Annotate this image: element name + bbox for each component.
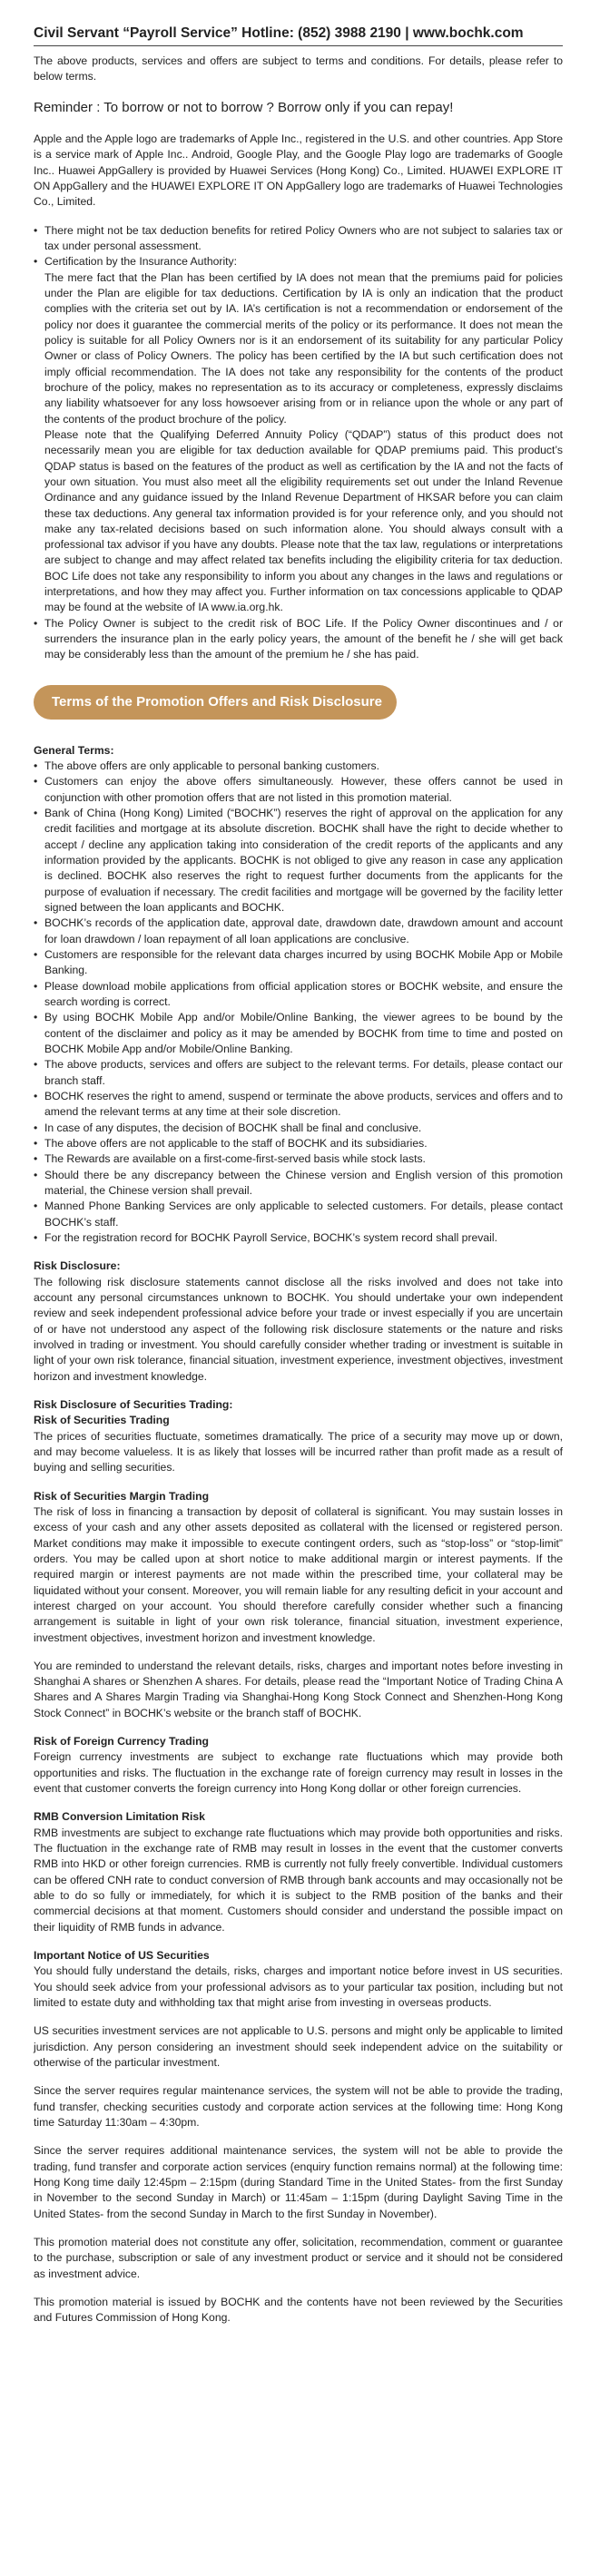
certification-title: • Certification by the Insurance Authority: [44,255,238,269]
section-banner: Terms of the Promotion Offers and Risk Disclosure [34,685,397,720]
risk-disclosure-title: Risk Disclosure: [34,1259,121,1273]
maintenance-notice-1: Since the server requires regular maintenance services, the system will not be able to provide the trading, fund transfer, checking securities custody and corporate action services at the following time: Hong Kong time Saturday 11:30am – 4:30pm. [34,2084,563,2130]
list-item: • BOCHK reserves the right to amend, suspend or terminate the above products, services and offers and to amend the relevant terms at any time at their sole discretion. [34,1089,563,1121]
list-item: • The above offers are not applicable to the staff of BOCHK and its subsidiaries. [34,1136,563,1151]
us-body-2: US securities investment services are not applicable to U.S. persons and might only be applicable to limited jurisdiction. Any person considering an investment should seek independent advice on the suitability or otherwise of the particular investment. [34,2024,563,2070]
fx-title: Risk of Foreign Currency Trading [34,1735,209,1748]
divider [34,45,563,46]
rmb-body: RMB investments are subject to exchange rate fluctuations which may provide both opportunities and risks. The fluctuation in the exchange rate of RMB may result in losses in the event that the customer converts RMB into HKD or other foreign currencies. RMB is currently not fully freely convertible. Individual customers can be offered CNH rate to conduct conversion of RMB through bank accounts and may occasionally not be able to do so fully or immediately, for which it is subject to the RMB position of the banks and their commercial decisions at that moment. Customers should consider and understand the possible impact on their liquidity of RMB funds in advance. [34,1826,563,1934]
general-terms-title: General Terms: [34,743,114,757]
terms-notice: The above products, services and offers are subject to terms and conditions. For details, please refer to below terms. [34,54,563,83]
policy-bullets [34,223,563,663]
margin-body-2: You are reminded to understand the relevant details, risks, charges and important notes before investing in Shanghai A shares or Shenzhen A shares. For details, please read the “Important Notice of Trading China A Shares and A Shares Margin Trading via Shanghai-Hong Kong Stock Connect and Shenzhen-Hong Kong Stock Connect” in BOCHK’s website or the branch staff of BOCHK. [34,1659,563,1719]
securities-subtitle: Risk of Securities Trading [34,1414,170,1427]
qdap-body: Please note that the Qualifying Deferred Annuity Policy (“QDAP”) status of this product does not necessarily mean you are eligible for tax deduction available for QDAP premiums paid. This product’s QDAP status is based on the features of the product as well as certification by the IA and not the facts of your own situation. You must also meet all the eligibility requirements set out under the Inland Revenue Ordinance and any guidance issued by the Inland Revenue Department of HKSAR before you can claim these tax deductions. Any general tax information provided is for your reference only, and you should not make any tax-related decisions based on such information alone. You should always consult with a professional tax advisor if you have any doubts. Please note that the tax law, regulations or interpretations are subject to change and may affect related tax benefits including the eligibility criteria for tax deduction. BOC Life does not take any responsibility to inform you about any changes in the laws and regulations or interpretations, and how they may affect you. Further information on tax concessions applicable to QDAP may be found at the website of IA www.ia.org.hk. [44,427,563,614]
fx-body: Foreign currency investments are subject to exchange rate fluctuations which may provide both opportunities and risks. The fluctuation in the exchange rate of foreign currency may result in losses in the event that customer converts the foreign currency into Hong Kong dollar or other foreign currencies. [34,1750,563,1796]
list-item: • Manned Phone Banking Services are only applicable to selected customers. For details, please contact BOCHK’s staff. [34,1199,563,1230]
hotline-heading: Civil Servant “Payroll Service” Hotline: (852) 3988 2190 | www.bochk.com [34,25,524,41]
list-item: • Customers are responsible for the relevant data charges incurred by using BOCHK Mobile App or Mobile Banking. [34,947,563,979]
list-item: • Bank of China (Hong Kong) Limited (“BOCHK”) reserves the right of approval on the application for any credit facilities and mortgage at its absolute discretion. BOCHK shall have the right to decide whether to accept / decline any application taking into consideration of the credit reports of the applicants and any information provided by the applicants. BOCHK is not obliged to give any reason in case any application is declined. BOCHK also reserves the right to request further documents from the applicants for the purpose of evaluation if necessary. The credit facilities and mortgage will be governed by the facility letter signed between the loan applicants and BOCHK. [34,806,563,916]
list-item: • Customers can enjoy the above offers simultaneously. However, these offers cannot be used in conjunction with other promotion offers that are not listed in this promotion material. [34,774,563,806]
trademarks-notice: Apple and the Apple logo are trademarks of Apple Inc., registered in the U.S. and other countries. App Store is a service mark of Apple Inc.. Android, Google Play, and the Google Play logo are trademarks of Google Inc.. Huawei AppGallery is provided by Huawei Services (Hong Kong) Co., Limited. HUAWEI EXPLORE IT ON AppGallery and the HUAWEI EXPLORE IT ON AppGallery logo are trademarks of Huawei Technologies Co., Limited. [34,132,563,209]
list-item: • Should there be any discrepancy between the Chinese version and English version of this promotion material, the Chinese version shall prevail. [34,1168,563,1200]
borrow-reminder: Reminder : To borrow or not to borrow ? Borrow only if you can repay! [34,99,454,115]
closing-disclaimer: This promotion material does not constitute any offer, solicitation, recommendation, comment or guarantee to the purchase, subscription or sale of any investment product or service and it should not be considered as investment advice. [34,2236,563,2280]
margin-title: Risk of Securities Margin Trading [34,1489,210,1503]
list-item: • By using BOCHK Mobile App and/or Mobile/Online Banking, the viewer agrees to be bound by the content of the disclaimer and policy as it may be amended by BOCHK from time to time and posted on BOCHK Mobile App and/or Mobile/Online Banking. [34,1010,563,1057]
securities-body: The prices of securities fluctuate, sometimes dramatically. The price of a security may move up or down, and may become valueless. It is as likely that losses will be incurred rather than profit made as a result of buying and selling securities. [34,1429,563,1474]
list-item: • For the registration record for BOCHK Payroll Service, BOCHK’s system record shall prevail. [34,1230,563,1246]
list-item: • In case of any disputes, the decision of BOCHK shall be final and conclusive. [34,1121,563,1136]
rmb-title: RMB Conversion Limitation Risk [34,1810,205,1824]
us-title: Important Notice of US Securities [34,1949,210,1963]
list-item: • The Rewards are available on a first-come-first-served basis while stock lasts. [34,1151,563,1167]
securities-title: Risk Disclosure of Securities Trading: [34,1397,233,1411]
us-body: You should fully understand the details, risks, charges and important notice before invest in US securities. You should seek advice from your professional advisors as to your particular tax position, including but not limited to estate duty and withholding tax that might arise from investing in overseas products. [34,1964,563,2010]
issuer-note: This promotion material is issued by BOCHK and the contents have not been reviewed by the Securities and Futures Commission of Hong Kong. [34,2295,563,2325]
list-item [34,254,563,616]
list-item: • There might not be tax deduction benefits for retired Policy Owners who are not subject to salaries tax or tax under personal assessment. [34,223,563,255]
list-item: • The above products, services and offers are subject to the relevant terms. For details, please contact our branch staff. [34,1057,563,1089]
list-item: • BOCHK’s records of the application date, approval date, drawdown date, drawdown amount and account for loan drawdown / loan repayment of all loan applications are conclusive. [34,916,563,947]
margin-body: The risk of loss in financing a transaction by deposit of collateral is significant. You may sustain losses in excess of your cash and any other assets deposited as collateral with the licensed or registered person. Market conditions may make it impossible to execute contingent orders, such as “stop-loss” or “stop-limit” orders. You may be called upon at short notice to make additional margin or interest payments. If the required margin or interest payments are not made within the prescribed time, your collateral may be liquidated without your consent. Moreover, you will remain liable for any resulting deficit in your account and interest charged on your account. You should therefore carefully consider whether such a financing arrangement is suitable in light of your own risk tolerance, financial situation, investment experience, investment objectives, investment horizon and investment knowledge. [34,1504,563,1644]
maintenance-notice-2: Since the server requires additional maintenance services, the system will not be able to provide the trading, fund transfer and corporate action services (enquiry function remains normal) at the following time: Hong Kong time daily 12:45pm – 2:15pm (during Standard Time in the United States- from the first Sunday in November to the second Sunday in March) or 11:45am – 1:15pm (during Daylight Saving Time in the United States- from the second Sunday in March to the first Sunday in November). [34,2144,563,2220]
list-item: • The above offers are only applicable to personal banking customers. [34,759,563,774]
list-item: • The Policy Owner is subject to the credit risk of BOC Life. If the Policy Owner discontinues and / or surrenders the insurance plan in the early policy years, the amount of the benefit he / she will get back may be considerably less than the amount of the premium he / she has paid. [34,616,563,663]
general-terms-list [34,759,563,1246]
certification-body: The mere fact that the Plan has been certified by IA does not mean that the premiums paid for policies under the Plan are eligible for tax deductions. Certification by IA is only an indication that the product complies with the criteria set out by IA. IA’s certification is not a recommendation or endorsement of the policy nor does it guarantee the commercial merits of the policy or its performance. It does not mean the policy is suitable for all Policy Owners nor is it an endorsement of its suitability for any particular Policy Owner or class of Policy Owners. The policy has been certified by the IA but such certification does not imply official recommendation. The IA does not take any responsibility for the contents of the product brochure of the policy, makes no representation as to its accuracy or completeness, expressly disclaims any liability whatsoever for any loss howsoever arising from or in reliance upon the whole or any part of the contents of the product brochure of the policy. [44,270,563,426]
risk-disclosure-body: The following risk disclosure statements cannot disclose all the risks involved and does not take into account any personal circumstances unknown to BOCHK. You should undertake your own independent review and seek independent professional advice before your trade or invest especially if you are uncertain of or have not understood any aspect of the following risk disclosure statements or the nature and risks involved in trading or investment. You should carefully consider whether trading or investment is suitable in light of your own risk tolerance, financial situation, investment experience, investment objectives, investment horizon and investment knowledge. [34,1275,563,1383]
list-item: • Please download mobile applications from official application stores or BOCHK website, and ensure the search wording is correct. [34,979,563,1011]
